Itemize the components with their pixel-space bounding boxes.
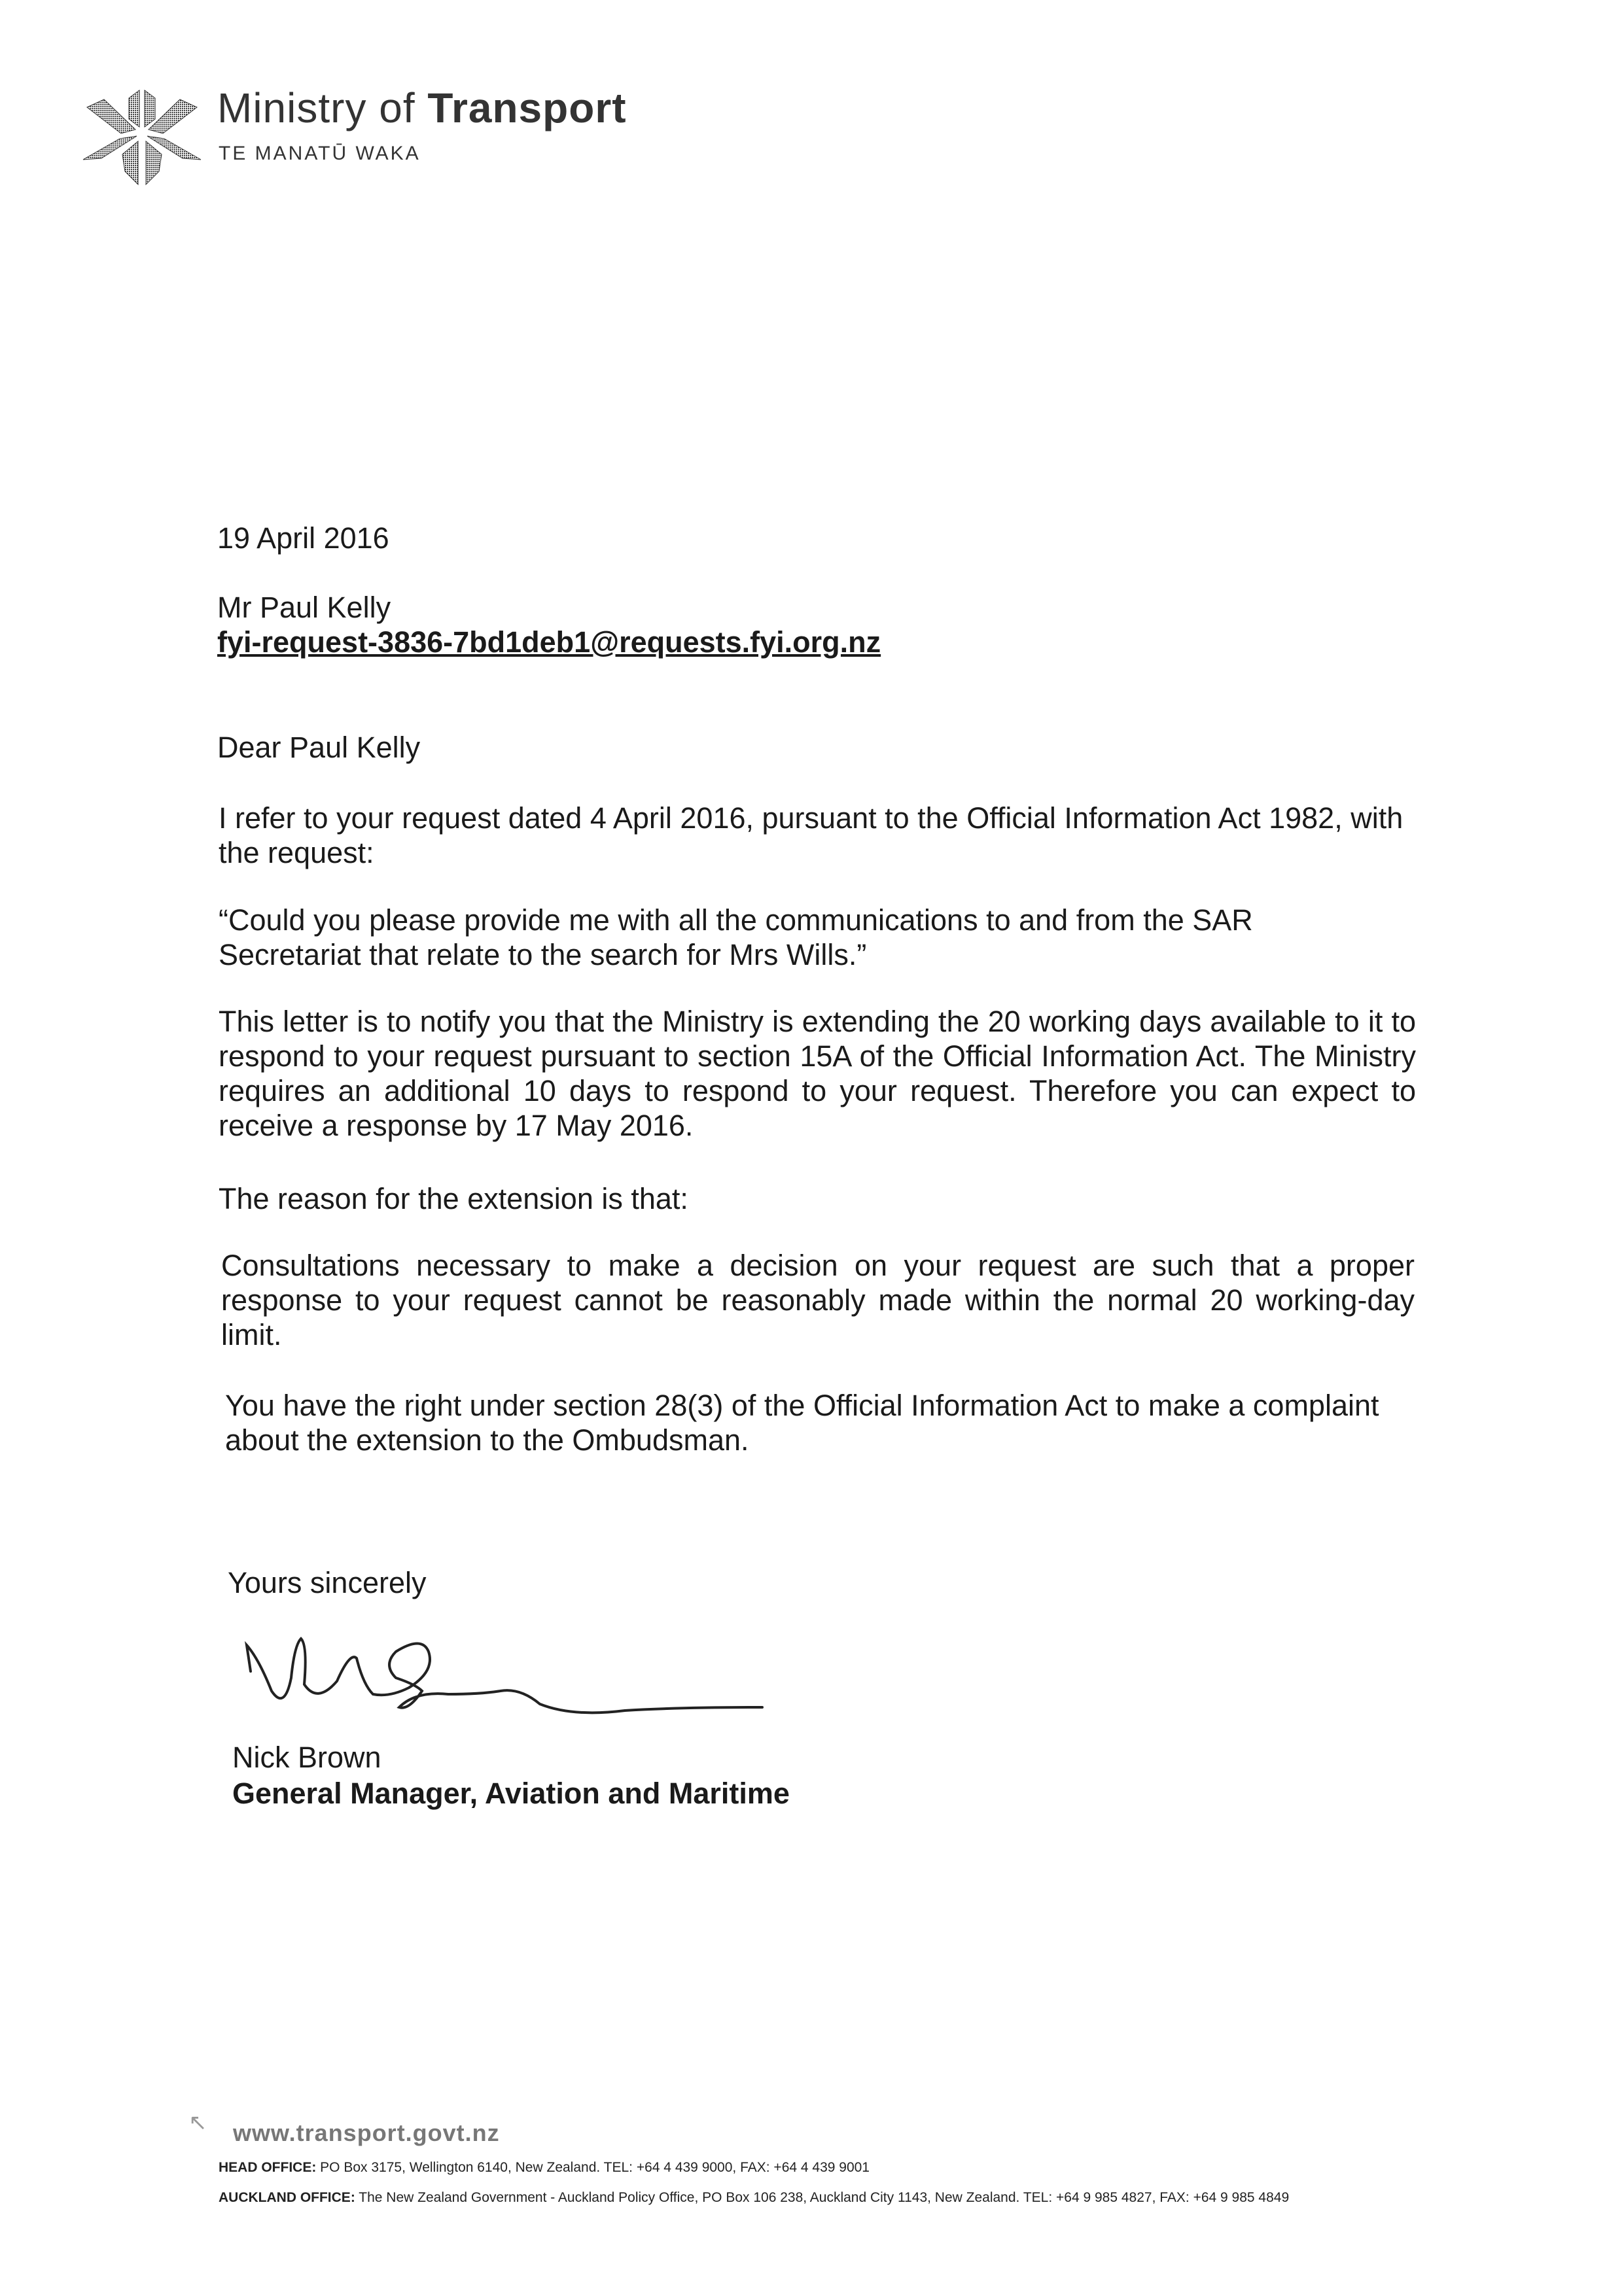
recipient-email-link[interactable]: fyi-request-3836-7bd1deb1@requests.fyi.org.nz (217, 625, 881, 659)
paragraph-extension-notice: This letter is to notify you that the Ministry is extending the 20 working days available to it to respond to your request pursuant to section 15A of the Official Information Act. The Ministry requires an additional 10 days to respond to your request. Therefore you can expect to receive a response by 17 May 2016. (219, 1005, 1416, 1142)
footer-auckland-office (219, 2190, 1289, 2206)
ministry-logo-star-icon (82, 86, 203, 188)
ministry-maori-name: TE MANATŪ WAKA (219, 143, 421, 164)
ministry-name-light: Ministry of (217, 84, 415, 131)
ministry-name-bold: Transport (427, 84, 627, 131)
paragraph-complaint-right: You have the right under section 28(3) of the Official Information Act to make a complaint about the extension to the Ombudsman. (225, 1389, 1379, 1457)
closing: Yours sincerely (228, 1566, 427, 1599)
auckland-office-label: AUCKLAND OFFICE: (219, 2190, 355, 2205)
signatory-name: Nick Brown (232, 1741, 381, 1774)
footer-website-link[interactable]: www.transport.govt.nz (233, 2119, 500, 2146)
paragraph-request-quote: “Could you please provide me with all the communications to and from the SAR Secretariat that relate to the search for Mrs Wills.” (219, 903, 1253, 971)
recipient-name: Mr Paul Kelly (217, 591, 391, 624)
signature-image (232, 1632, 775, 1724)
footer-head-office (219, 2160, 870, 2176)
head-office-label: HEAD OFFICE: (219, 2160, 317, 2175)
letter-date: 19 April 2016 (217, 521, 389, 555)
paragraph-reason: Consultations necessary to make a decision on your request are such that a proper response to your request cannot be reasonably made within the normal 20 working-day limit. (221, 1249, 1415, 1351)
paragraph-request-reference: I refer to your request dated 4 April 2016, pursuant to the Official Information Act 1982, with the request: (219, 801, 1403, 869)
head-office-details: PO Box 3175, Wellington 6140, New Zealand. TEL: +64 4 439 9000, FAX: +64 4 439 9001 (320, 2160, 870, 2175)
paragraph-reason-intro: The reason for the extension is that: (219, 1182, 688, 1215)
auckland-office-details: The New Zealand Government - Auckland Policy Office, PO Box 106 238, Auckland City 1143, New Zealand. TEL: +64 9 985 4827, FAX: +64 9 985 4849 (359, 2190, 1290, 2205)
signatory-title: General Manager, Aviation and Maritime (232, 1777, 790, 1810)
ministry-name (217, 84, 627, 132)
footer-arrow-icon: ↖ (188, 2110, 207, 2135)
salutation: Dear Paul Kelly (217, 731, 421, 764)
